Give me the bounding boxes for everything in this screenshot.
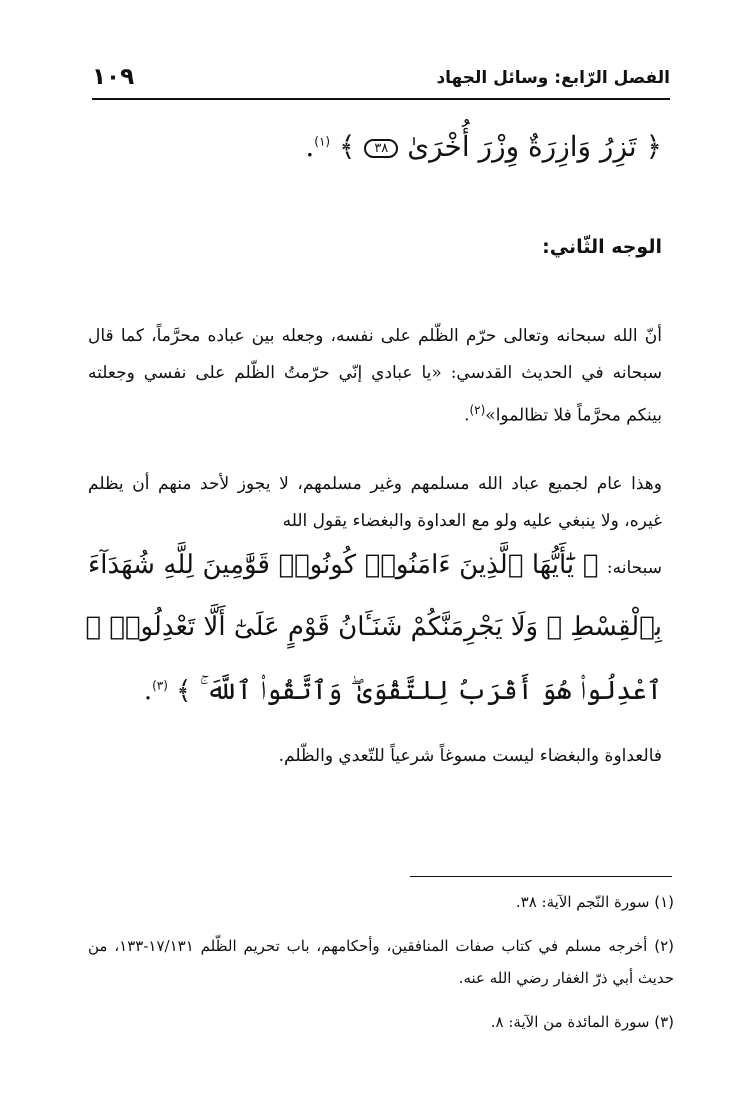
footnote-3-number: (٣) — [654, 1013, 674, 1031]
quran-line-3-text: ٱعْدِلُوا۟ هُوَ أَقْرَبُ لِلتَّقْوَىٰ ۖ وَٱتَّقُوا۟ ٱللَّهَ ۚ ﴾ — [176, 676, 662, 706]
quran-end-dot: . — [143, 676, 153, 706]
footnote-3 — [88, 1006, 674, 1038]
quran-line-2: بِٱلْقِسْطِ ۖ وَلَا يَجْرِمَنَّكُمْ شَنَـَٔانُ قَوْمٍ عَلَىٰٓ أَلَّا تَعْدِلُوا۟ ۚ — [85, 612, 662, 642]
paragraph-3: فالعداوة والبغضاء ليست مسوغاً شرعياً للتّعدي والظّلم. — [278, 746, 662, 766]
chapter-title: الفصل الرّابع: وسائل الجهاد — [436, 68, 670, 88]
quran-line-1 — [88, 550, 662, 580]
footnote-1 — [88, 886, 674, 918]
page-number: ١٠٩ — [92, 64, 135, 90]
footnote-2 — [88, 930, 674, 994]
paragraph-1 — [88, 318, 662, 435]
verse-text: ﴿ تَزِرُ وَازِرَةٌ وِزْرَ أُخْرَىٰ — [407, 130, 662, 163]
verse-end-dot: . — [305, 130, 315, 163]
paragraph-1-text: أنّ الله سبحانه وتعالى حرّم الظّلم على نفسه، وجعله بين عباده محرَّماً، كما قال سبحانه في الحديث القدسي: «يا عبادي إنّي حرّمتُ الظّلم على نفسي وجعلته بينكم محرَّماً فلا تظالموا» — [88, 326, 662, 426]
footnote-divider — [410, 876, 672, 877]
paragraph-2: وهذا عام لجميع عباد الله مسلمهم وغير مسلمهم، لا يجوز لأحد منهم أن يظلم غيره، ولا ينبغي عليه ولو مع العداوة والبغضاء يقول الله — [88, 474, 662, 531]
quran-lead: سبحانه: — [606, 558, 662, 578]
ayah-number-mark: ٣٨ — [364, 139, 398, 158]
page-header — [92, 62, 670, 100]
footnote-ref-2: (٢) — [469, 403, 486, 417]
footnote-2-text: أخرجه مسلم في كتاب صفات المنافقين، وأحكامهم، باب تحريم الظّلم ١٧/١٣١-١٣٣، من حديث أبي ذرّ الغفار رضي الله عنه. — [88, 937, 674, 987]
footnote-ref-1: (١) — [314, 134, 331, 149]
footnote-2-number: (٢) — [654, 937, 675, 955]
verse-closing-bracket: ﴾ — [339, 130, 356, 163]
footnote-3-text: سورة المائدة من الآية: ٨. — [490, 1013, 650, 1031]
footnote-ref-3: (٣) — [152, 678, 168, 693]
quran-line-1-text: ﴿ يَٰٓأَيُّهَا ٱلَّذِينَ ءَامَنُوا۟ كُونُوا۟ قَوَّٰمِينَ لِلَّهِ شُهَدَآءَ — [88, 550, 599, 580]
footnote-1-number: (١) — [654, 893, 674, 911]
paragraph-1-end: . — [464, 405, 470, 426]
footnote-1-text: سورة النّجم الآية: ٣٨. — [515, 893, 650, 911]
section-heading: الوجه الثّاني: — [542, 236, 662, 258]
quran-verse-top — [305, 130, 662, 163]
quran-line-3 — [88, 676, 662, 707]
